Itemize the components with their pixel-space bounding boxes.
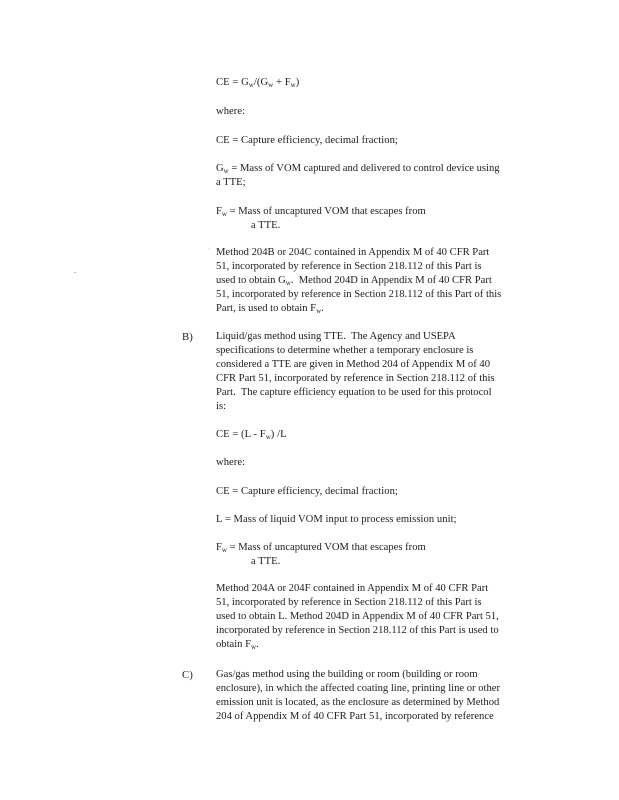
paragraph-subscript: w xyxy=(285,279,291,287)
item-label-c: C) xyxy=(182,669,193,681)
formula-lhs: CE xyxy=(216,77,230,88)
definition-l: L = Mass of liquid VOM input to process emission unit; xyxy=(216,514,457,525)
formula-part: CE = (L - F xyxy=(216,429,266,440)
formula-subscript: w xyxy=(268,81,274,89)
definition-separator: = xyxy=(228,163,240,174)
definition-separator: = xyxy=(226,206,239,217)
formula-symbol: G xyxy=(241,77,249,88)
paragraph-line: 204 of Appendix M of 40 CFR Part 51, incorporated by reference xyxy=(216,711,494,722)
definition-text-cont: a TTE. xyxy=(251,220,281,231)
paragraph-text: Part, is used to obtain F xyxy=(216,303,317,314)
formula-capture-efficiency-liquid xyxy=(216,428,287,442)
definition-fw xyxy=(216,205,426,233)
paragraph-line: enclosure), in which the affected coating line, printing line or other xyxy=(216,683,500,694)
definition-text: Mass of VOM captured and delivered to control device using xyxy=(240,163,500,174)
paragraph-line xyxy=(216,274,501,288)
paragraph-line: incorporated by reference in Section 218.112 of this Part is used to xyxy=(216,625,499,636)
definition-fw xyxy=(216,541,426,569)
method-paragraph xyxy=(216,582,499,652)
paragraph-line: Gas/gas method using the building or room (building or room xyxy=(216,669,478,680)
paragraph-line: 51, incorporated by reference in Section 218.112 of this Part is xyxy=(216,261,482,272)
paragraph-line: Method 204A or 204F contained in Appendix M of 40 CFR Part xyxy=(216,583,489,594)
paragraph-text: . xyxy=(321,303,324,314)
method-paragraph xyxy=(216,246,501,316)
paragraph-line: 51, incorporated by reference in Section 218.112 of this Part of this xyxy=(216,289,502,300)
formula-operator: = xyxy=(232,77,239,88)
item-b-paragraph xyxy=(216,330,495,414)
paragraph-line xyxy=(216,638,499,652)
definition-separator: = xyxy=(226,542,239,553)
scan-mark: · xyxy=(208,246,210,252)
definition-symbol: G xyxy=(216,163,224,174)
paragraph-text: . Method 204D in Appendix M of 40 CFR Part xyxy=(290,275,492,286)
definition-subscript: w xyxy=(221,546,227,554)
paragraph-text: obtain F xyxy=(216,639,252,650)
paragraph-line xyxy=(216,302,501,316)
formula-subscript: w xyxy=(290,81,296,89)
formula-part: /(G xyxy=(253,77,269,88)
definition-symbol: F xyxy=(216,542,222,553)
paragraph-text: used to obtain G xyxy=(216,275,286,286)
paragraph-line: Liquid/gas method using TTE. The Agency and USEPA xyxy=(216,331,456,342)
paragraph-line: considered a TTE are given in Method 204 of Appendix M of 40 xyxy=(216,359,491,370)
paragraph-subscript: w xyxy=(251,643,257,651)
definition-line xyxy=(216,541,426,555)
paragraph-line: Part. The capture efficiency equation to be used for this protocol xyxy=(216,387,492,398)
paragraph-line: specifications to determine whether a temporary enclosure is xyxy=(216,345,474,356)
definition-line xyxy=(216,205,426,219)
scan-mark: - xyxy=(74,270,76,276)
formula-subscript: w xyxy=(248,81,254,89)
paragraph-line: emission unit is located, as the enclosure as determined by Method xyxy=(216,697,500,708)
where-label: where: xyxy=(216,457,246,468)
definition-subscript: w xyxy=(221,210,227,218)
definition-ce: CE = Capture efficiency, decimal fraction; xyxy=(216,135,398,146)
formula-part: ) /L xyxy=(270,429,287,440)
definition-text: Mass of uncaptured VOM that escapes from xyxy=(238,206,426,217)
formula-subscript: w xyxy=(265,433,271,441)
paragraph-line: CFR Part 51, incorporated by reference in Section 218.112 of this xyxy=(216,373,495,384)
formula-part: ) xyxy=(295,77,300,88)
definition-text-cont: a TTE; xyxy=(216,177,246,188)
paragraph-subscript: w xyxy=(316,307,322,315)
definition-text-cont: a TTE. xyxy=(251,556,281,567)
definition-symbol: F xyxy=(216,206,222,217)
paragraph-line: Method 204B or 204C contained in Appendix M of 40 CFR Part xyxy=(216,247,490,258)
definition-ce: CE = Capture efficiency, decimal fraction; xyxy=(216,486,398,497)
paragraph-line: 51, incorporated by reference in Section 218.112 of this Part is xyxy=(216,597,482,608)
item-label-b: B) xyxy=(182,331,193,343)
paragraph-text: . xyxy=(256,639,259,650)
formula-part: + F xyxy=(273,77,291,88)
paragraph-line: is: xyxy=(216,401,227,412)
paragraph-line: used to obtain L. Method 204D in Appendix M of 40 CFR Part 51, xyxy=(216,611,499,622)
item-c-paragraph xyxy=(216,668,500,724)
definition-gw xyxy=(216,162,500,190)
where-label: where: xyxy=(216,106,246,117)
definition-subscript: w xyxy=(223,167,229,175)
formula-capture-efficiency-gas xyxy=(216,76,299,90)
definition-line xyxy=(216,162,500,176)
definition-text: Mass of uncaptured VOM that escapes from xyxy=(238,542,426,553)
